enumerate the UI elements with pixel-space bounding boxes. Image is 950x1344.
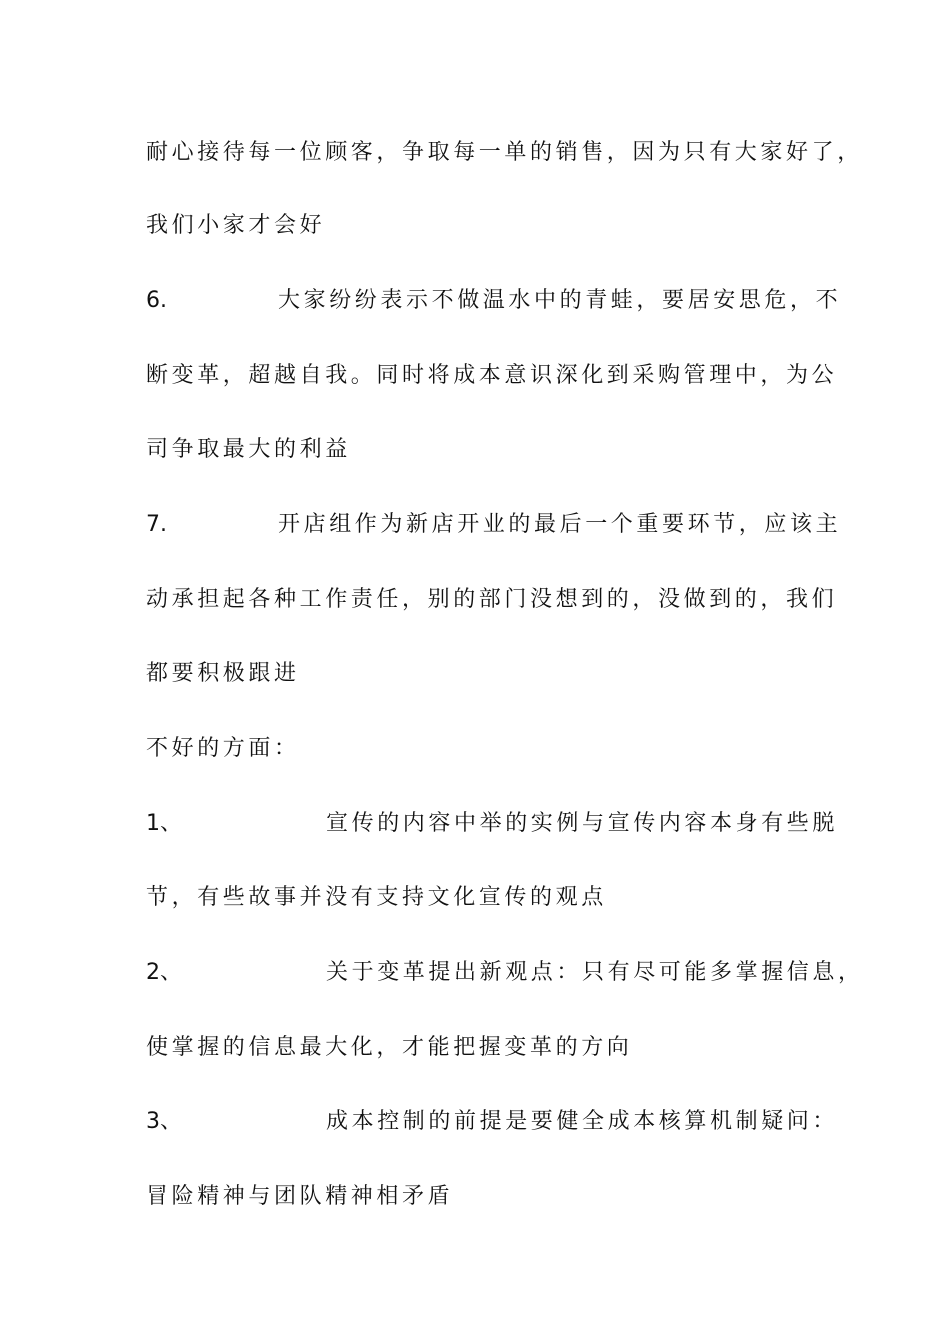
list-number: 3、 [146, 1109, 182, 1134]
list-number: 6. [146, 288, 167, 313]
paragraph-line: 都要积极跟进 [146, 661, 300, 686]
section-heading: 不好的方面： [146, 736, 300, 761]
paragraph-line: 我们小家才会好 [146, 213, 326, 238]
list-item-7 [146, 510, 842, 540]
list-item-text: 开店组作为新店开业的最后一个重要环节，应该主 [278, 512, 842, 537]
paragraph-line: 使掌握的信息最大化，才能把握变革的方向 [146, 1035, 633, 1060]
bad-item-1 [146, 809, 839, 839]
bad-item-2 [146, 958, 864, 988]
list-item-text: 大家纷纷表示不做温水中的青蛙，要居安思危，不 [278, 288, 842, 313]
list-number: 1、 [146, 811, 182, 836]
paragraph-line: 冒险精神与团队精神相矛盾 [146, 1184, 454, 1209]
list-item-6 [146, 286, 842, 316]
list-item-text: 成本控制的前提是要健全成本核算机制疑问： [326, 1109, 839, 1134]
paragraph-line: 断变革，超越自我。同时将成本意识深化到采购管理中，为公 [146, 363, 838, 388]
list-number: 2、 [146, 960, 182, 985]
paragraph-line: 司争取最大的利益 [146, 437, 351, 462]
paragraph-line: 耐心接待每一位顾客，争取每一单的销售，因为只有大家好了， [146, 140, 863, 165]
paragraph-line: 动承担起各种工作责任，别的部门没想到的，没做到的，我们 [146, 587, 838, 612]
bad-item-3 [146, 1107, 839, 1137]
paragraph-line: 节，有些故事并没有支持文化宣传的观点 [146, 885, 607, 910]
list-item-text: 关于变革提出新观点：只有尽可能多掌握信息， [326, 960, 864, 985]
list-item-text: 宣传的内容中举的实例与宣传内容本身有些脱 [326, 811, 839, 836]
list-number: 7. [146, 512, 167, 537]
